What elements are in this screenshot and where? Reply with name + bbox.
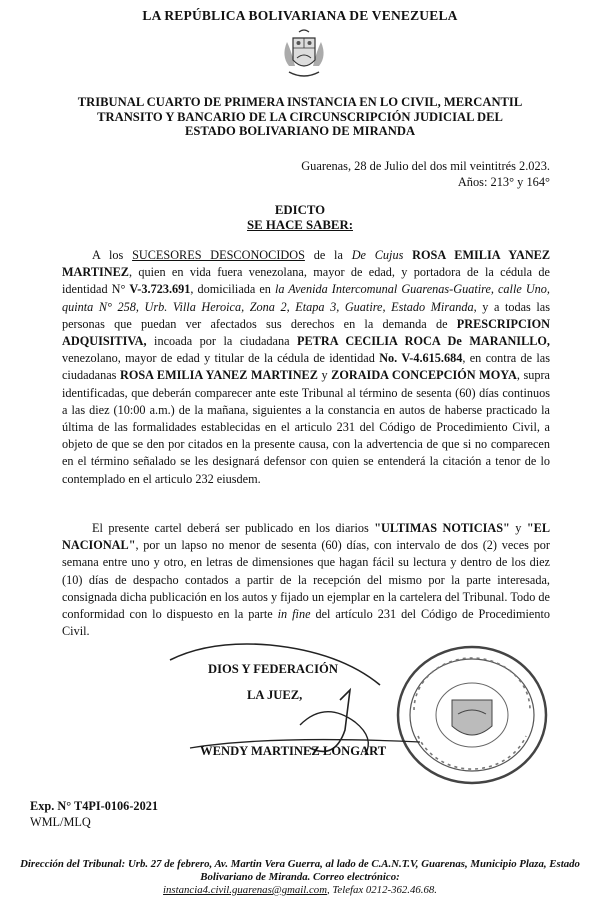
country-heading: LA REPÚBLICA BOLIVARIANA DE VENEZUELA [142,8,458,23]
closing-formula: DIOS Y FEDERACIÓN [208,662,338,676]
coat-of-arms-icon [275,26,333,84]
edict-subtitle: SE HACE SABER: [247,218,353,232]
de-cujus-term: De Cujus [351,248,404,262]
claim-type: PRESCRIPCION ADQUISITIVA, [62,316,550,349]
telefax: , Telefax 0212-362.46.68. [327,884,437,896]
case-number: Exp. N° T4PI-0106-2021 [30,799,159,813]
tribunal-line-3: ESTADO BOLIVARIANO DE MIRANDA [184,124,416,138]
tribunal-heading [30,95,570,139]
newspaper-2: "EL NACIONAL" [62,521,550,553]
plaintiff-id: No. V-4.615.684 [379,351,463,366]
date-line: Guarenas, 28 de Julio del dos mil veintitrés 2.023. [301,159,550,173]
sucesores-term: SUCESORES DESCONOCIDOS [132,248,305,262]
edict-title-block [0,203,600,233]
initials: WML/MLQ [30,815,91,829]
plaintiff-name: PETRA CECILIA ROCA De MARANILLO, [297,334,550,349]
judge-title: LA JUEZ, [247,688,303,702]
footer-address: Dirección del Tribunal: Urb. 27 de febrero, Av. Martin Vera Guerra, al lado de C.A.N.T.V, Guarenas, Municipio Plaza, Estado Bolivariano de Miranda. Correo electrónico: instancia4.civil.guarenas@gmail.com, Telefax 0212-362.46.68. [20,858,580,896]
edict-title: EDICTO [274,203,326,217]
tribunal-line-1: TRIBUNAL CUARTO DE PRIMERA INSTANCIA EN LO CIVIL, MERCANTIL [77,95,523,109]
judge-name: WENDY MARTINEZ LONGART [200,744,387,758]
place-date-block [301,158,550,190]
deceased-name: ROSA EMILIA YANEZ MARTINEZ [62,248,551,280]
defendant-name-2: ZORAIDA CONCEPCIÓN MOYA [331,368,517,383]
case-reference [30,798,158,830]
defendant-name-1: ROSA EMILIA YANEZ MARTINEZ [119,368,318,383]
deceased-address: la Avenida Intercomunal Guarenas-Guatire, calle Uno, quinta N° 258, Urb. Villa Heroica, Zona 2, Etapa 3, Guatire, Estado Miranda [62,282,550,314]
in-fine-term: in fine [277,607,311,622]
deceased-id: V-3.723.691 [129,282,191,297]
tribunal-line-2: TRANSITO Y BANCARIO DE LA CIRCUNSCRIPCIÓN JUDICIAL DEL [97,109,503,124]
paragraph-1: A los SUCESORES DESCONOCIDOS de la De Cujus ROSA EMILIA YANEZ MARTINEZ, quien en vida fuera venezolana, mayor de edad, y portadora de la cédula de identidad N° V-3.723.691, domiciliada en la Avenida Intercomunal Guarenas-Guatire, calle Uno, quinta N° 258, Urb. Villa Heroica, Zona 2, Etapa 3, Guatire, Estado Miranda, y a todas las personas que puedan ver afectados sus derechos en la demanda de PRESCRIPCION ADQUISITIVA, incoada por la ciudadana PETRA CECILIA ROCA De MARANILLO, venezolano, mayor de edad y titular de la cédula de identidad No. V-4.615.684, en contra de las ciudadanas ROSA EMILIA YANEZ MARTINEZ y ZORAIDA CONCEPCIÓN MOYA, supra identificadas, que deberán comparecer ante este Tribunal al término de sesenta (60) días continuos a las diez (10:00 a.m.) de la mañana, siguientes a la constancia en autos de haberse practicado la última de las formalidades establecidas en el articulo 231 del Código de Procedimiento Civil, a objeto de que se den por citados en la presente causa, con la advertencia de que si no comparecen en el término señalado se les designará defensor con quien se entenderá la citación a tenor de lo contemplado en el articulo 232 eiusdem. [62,248,551,486]
paragraph-2: El presente cartel deberá ser publicado en los diarios "ULTIMAS NOTICIAS" y "EL NACIONAL", por un lapso no menor de sesenta (60) días, con intervalo de dos (2) veces por semana entre uno y otro, en letras de dimensiones que hagan fácil su lectura y dentro de los diez (10) días de despacho contados a partir de la recepción del mismo por la parte interesada, consignada dicha publicación en los autos y fijado un ejemplar en la cartelera del Tribunal. Todo de conformidad con lo dispuesto en la parte in fine del artículo 231 del Código de Procedimiento Civil. [62,521,550,639]
newspaper-1: "ULTIMAS NOTICIAS" [374,521,510,535]
email-link[interactable]: instancia4.civil.guarenas@gmail.com [163,884,327,896]
years-line: Años: 213° y 164° [457,175,550,189]
